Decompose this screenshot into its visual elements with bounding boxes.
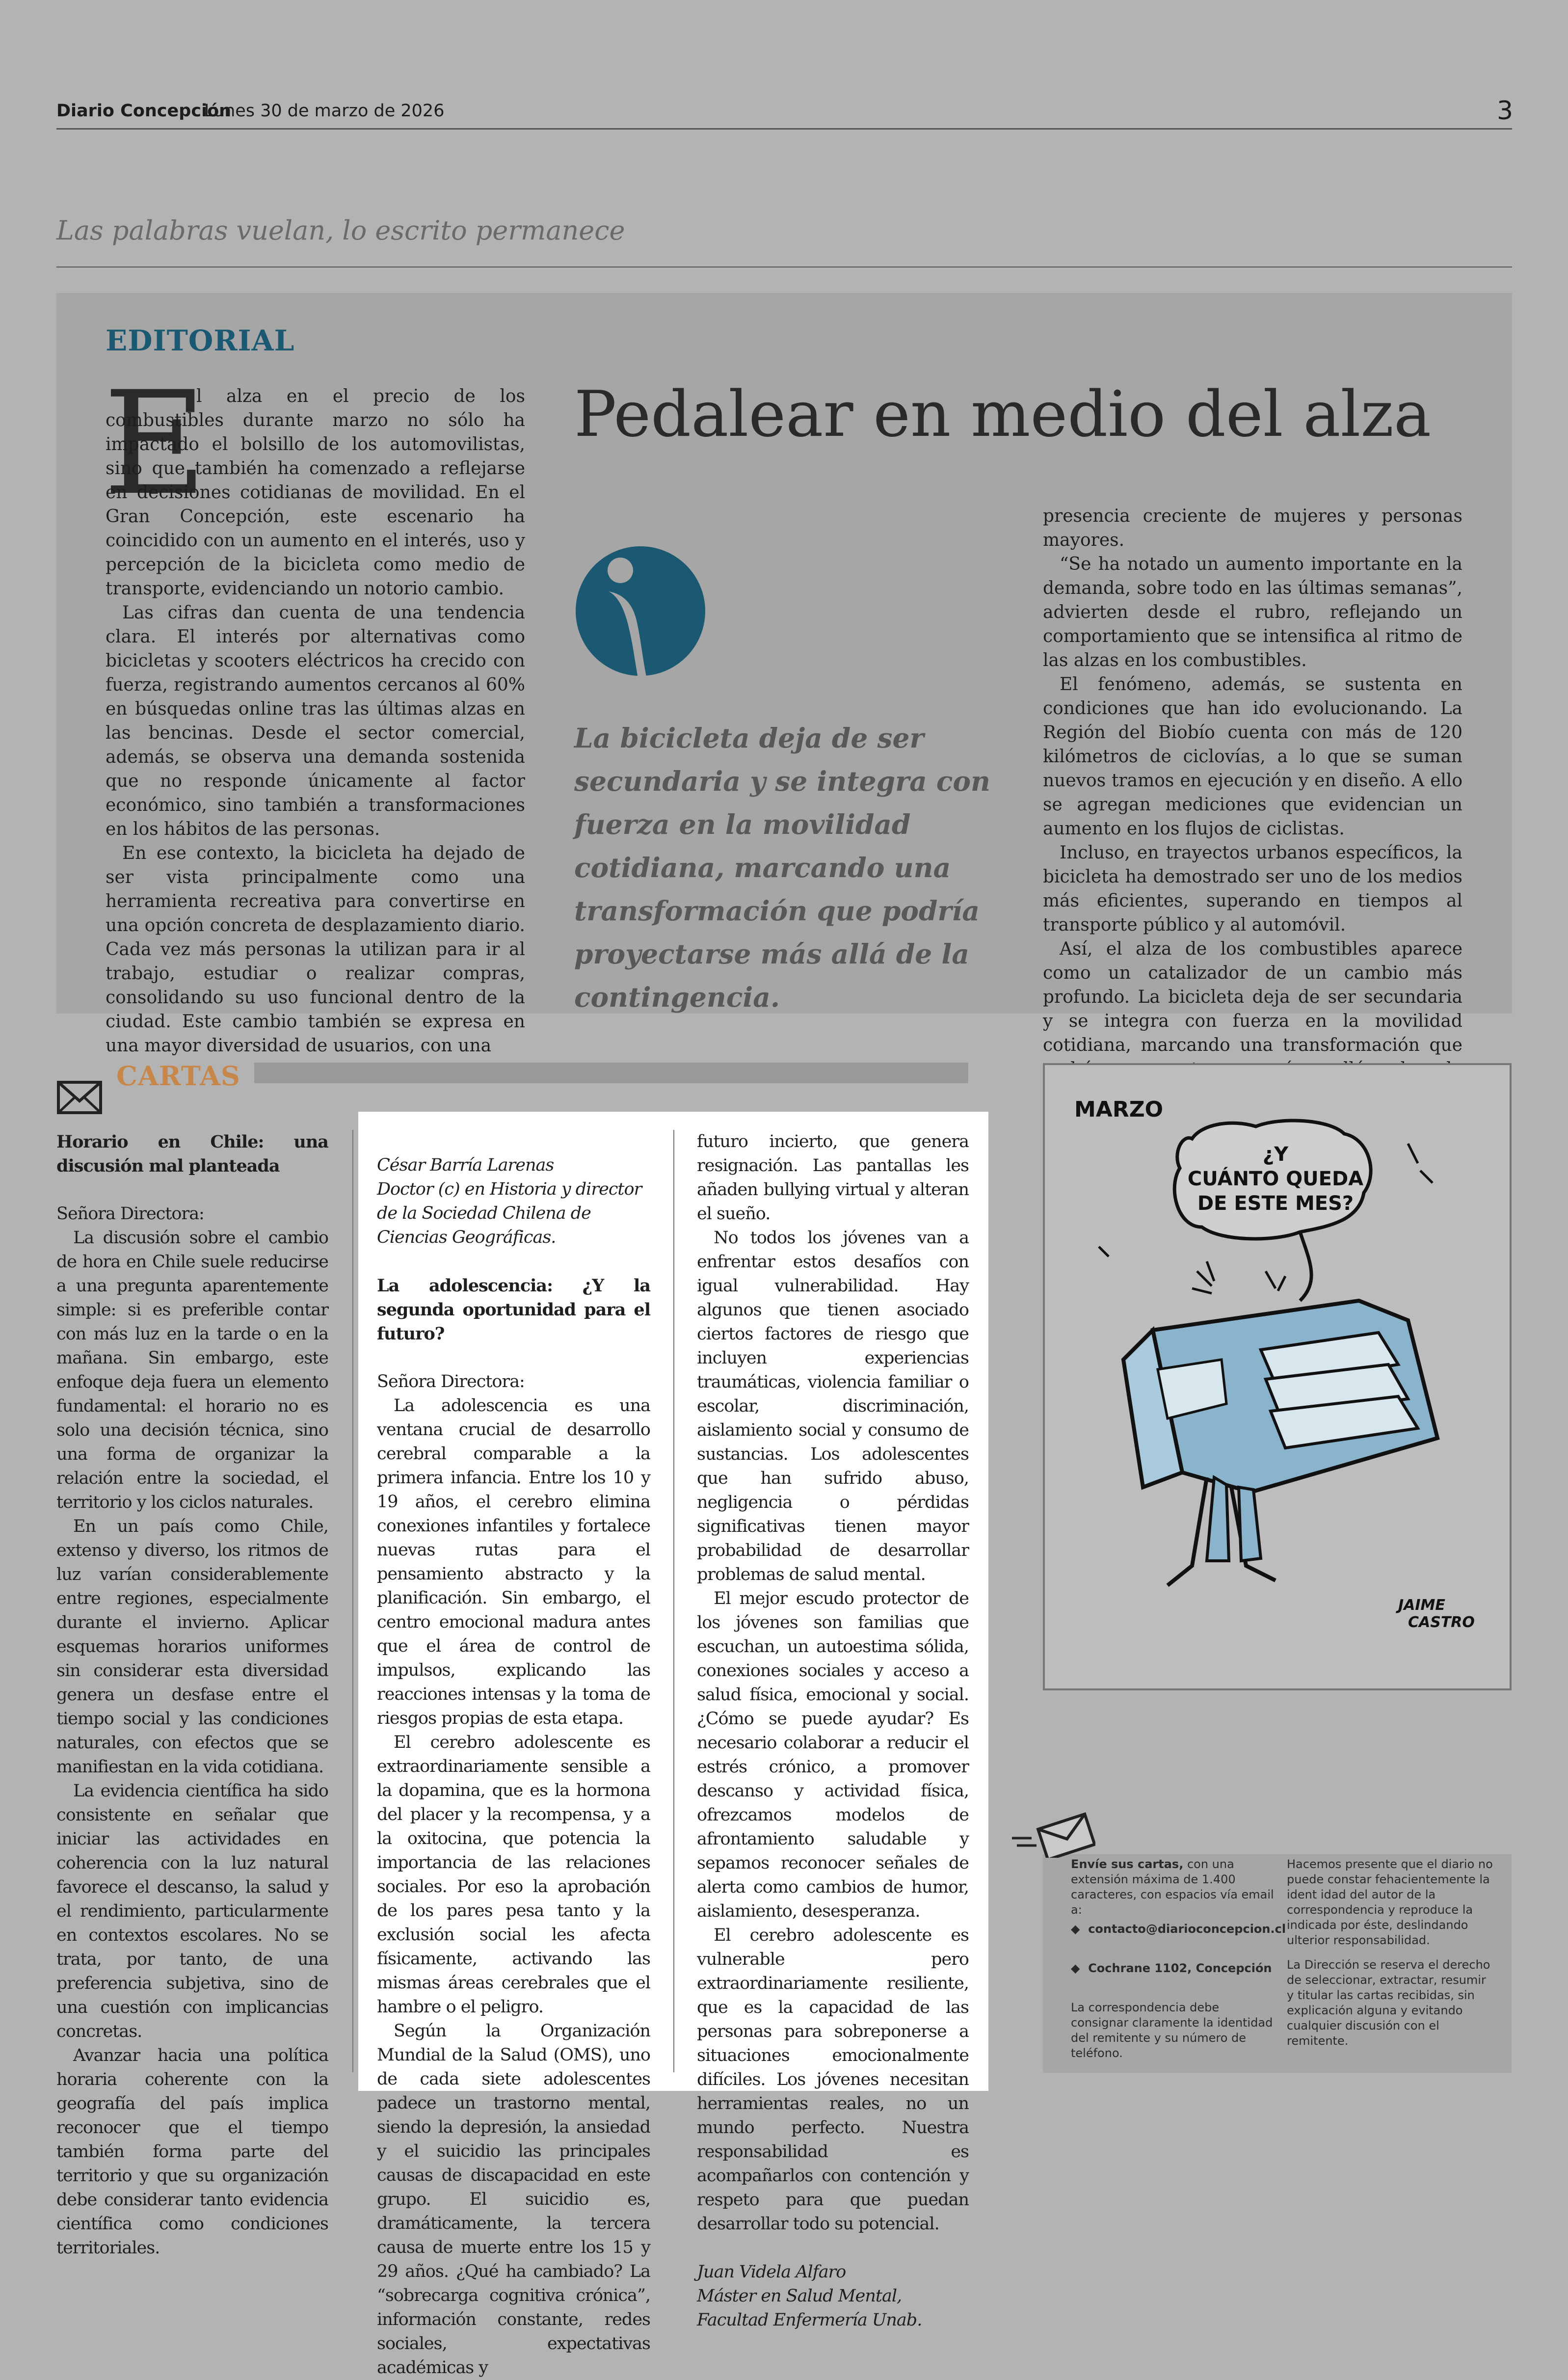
editorial-first-paragraph: l alza en el precio de los combustibles durante marzo no sólo ha impactado el bolsillo de los automovilistas, sino que también ha comenzado a reflejarse en decisiones cotidianas de movilidad. En el Gran Concepción, este escenario ha coincidido con un aumento en el interés, uso y percepción de la bicicleta como medio de transporte, evidenciando un notorio cambio.	[106, 386, 525, 599]
cartoon-speech-line: ¿Y	[1262, 1143, 1289, 1166]
editorial-column-1	[106, 384, 525, 1058]
send-letter-icon	[1012, 1809, 1095, 1858]
letter-2-signature-title: Máster en Salud Mental, Facultad Enfermería Unab.	[697, 2286, 922, 2330]
editorial-paragraph: El fenómeno, además, se sustenta en condiciones que han ido evolucionando. La Región del Biobío cuenta con más de 120 kilómetros de ciclovías, a lo que se suman nuevos tramos en ejecución y en diseño. A ello se agregan mediciones que evidencian un aumento en los flujos de ciclistas.	[1043, 674, 1462, 839]
contact-note: La correspondencia debe consignar claramente la identidad del remitente y su número de teléfono.	[1071, 2001, 1273, 2060]
cartoonist-signature: CASTRO	[1408, 1614, 1475, 1631]
contact-email[interactable]: ◆ contacto@diarioconcepcion.cl	[1071, 1922, 1286, 1936]
issue-date: Lunes 30 de marzo de 2026	[204, 101, 445, 121]
letter-paragraph: Según la Organización Mundial de la Salud (OMS), uno de cada siete adolescentes padece un trastorno mental, siendo la depresión, la ansiedad y el suicidio las principales causas de discapacidad en este grupo. El suicidio es, dramáticamente, la tercera causa de muerte entre los 15 y 29 años. ¿Qué ha cambiado? La “sobrecarga cognitiva crónica”, información constante, redes sociales, expectativas académicas y	[377, 2021, 650, 2378]
cartas-label: CARTAS	[116, 1060, 240, 1092]
disclaimer-editing: La Dirección se reserva el derecho de seleccionar, extractar, resumir y titular las cartas recibidas, sin explicación alguna y evitando cualquier discusión con el remitente.	[1287, 1958, 1490, 2048]
letter-paragraph: En un país como Chile, extenso y diverso, los ritmos de luz varían considerablemente entre regiones, especialmente durante el invierno. Aplicar esquemas horarios uniformes sin considerar esta diversidad genera un desfase entre el tiempo social y las condiciones naturales, con efectos que se manifiestan en la vida cotidiana.	[56, 1517, 328, 1777]
letter-paragraph: No todos los jóvenes van a enfrentar estos desafíos con igual vulnerabilidad. Hay algunos que tienen asociado ciertos factores de riesgo que incluyen experiencias traumáticas, violencia familiar o escolar, discriminación, aislamiento social y consumo de sustancias. Los adolescentes que han sufrido abuso, negligencia o pérdidas significativas tienen mayor probabilidad de desarrollar problemas de salud mental.	[697, 1228, 969, 1584]
page-number: 3	[1497, 96, 1514, 126]
letter-paragraph: El cerebro adolescente es extraordinariamente sensible a la dopamina, que es la hormona del placer y la recompensa, y a la oxitocina, que potencia la importancia de las relaciones sociales. Por eso la aprobación de los pares pesa tanto y la exclusión social les afecta físicamente, activando las mismas áreas cerebrales que el hambre o el peligro.	[377, 1733, 650, 2017]
editorial-paragraph: Las cifras dan cuenta de una tendencia clara. El interés por alternativas como bicicletas y scooters eléctricos ha crecido con fuerza, registrando aumentos cercanos al 60% en búsquedas online tras las últimas alzas en las bencinas. Desde el sector comercial, además, se observa una demanda sostenida que no responde únicamente al factor económico, sino también a transformaciones en los hábitos de las personas.	[106, 603, 525, 839]
editorial-label: EDITORIAL	[106, 324, 295, 357]
cartoon-speech-line: CUÁNTO QUEDA	[1187, 1168, 1364, 1190]
cartoon-speech-line: DE ESTE MES?	[1197, 1192, 1354, 1215]
paper-name: Diario Concepción	[56, 101, 232, 121]
cartoonist-signature: JAIME	[1398, 1597, 1445, 1614]
section-tagline: Las palabras vuelan, lo escrito permanece	[56, 215, 625, 246]
pull-quote: La bicicleta deja de ser secundaria y se integra con fuerza en la movilidad cotidiana, marcando una transformación que podría proyectarse más allá de la contingencia.	[574, 722, 991, 1013]
letter-1-headline: Horario en Chile: una discusión mal planteada	[56, 1132, 328, 1176]
editorial-title: Pedalear en medio del alza	[574, 378, 1432, 451]
letter-paragraph: La adolescencia es una ventana crucial de desarrollo cerebral comparable a la primera infancia. Entre los 10 y 19 años, el cerebro elimina conexiones infantiles y fortalece nuevas rutas para el pensamiento abstracto y la planificación. Sin embargo, el centro emocional madura antes que el área de control de impulsos, explicando las reacciones intensas y la toma de riesgos propias de esta etapa.	[377, 1396, 650, 1728]
disclaimer-identity: Hacemos presente que el diario no puede constar fehacientemente la ident idad del autor de la correspondencia y reproduce la indicada por éste, deslindando ulterior responsabilidad.	[1287, 1857, 1493, 1947]
cartoon-month-label: MARZO	[1074, 1097, 1164, 1122]
column-divider	[673, 1130, 674, 2072]
header-rule	[56, 128, 1512, 130]
letter-paragraph: La discusión sobre el cambio de hora en Chile suele reducirse a una pregunta aparentemente simple: si es preferible contar con más luz en la tarde o en la mañana. Sin embargo, este enfoque deja fuera un elemento fundamental: el horario no es solo una decisión técnica, sino una forma de organizar la relación entre la sociedad, el territorio y los ciclos naturales.	[56, 1228, 328, 1512]
letter-1-signature-name: César Barría Larenas	[377, 1155, 554, 1175]
column-divider	[352, 1130, 353, 2072]
cartas-header-bar	[254, 1063, 968, 1083]
editorial-paragraph: En ese contexto, la bicicleta ha dejado de ser vista principalmente como una herramienta recreativa para convertirse en una opción concreta de desplazamiento diario. Cada vez más personas la utilizan para ir al trabajo, estudiar o realizar compras, consolidando su uso funcional dentro de la ciudad. Este cambio también se expresa en una mayor diversidad de usuarios, con una	[106, 843, 525, 1056]
letter-1-salutation: Señora Directora:	[56, 1204, 204, 1224]
contact-address: ◆ Cochrane 1102, Concepción	[1071, 1961, 1272, 1975]
letter-paragraph: El cerebro adolescente es vulnerable pero extraordinariamente resiliente, que es la capacidad de las personas para sobreponerse a situaciones emocionalmente difíciles. Los jóvenes necesitan herramientas reales, no un mundo perfecto. Nuestra responsabilidad es acompañarlos con contención y respeto para que puedan desarrollar todo su potencial.	[697, 1925, 969, 2234]
letter-2-headline: La adolescencia: ¿Y la segunda oportunidad para el futuro?	[377, 1276, 650, 1344]
envelope-icon	[56, 1077, 103, 1117]
letter-2-column-b	[697, 1130, 969, 2332]
editorial-paragraph: Incluso, en trayectos urbanos específicos, la bicicleta ha demostrado ser uno de los medios más eficientes, superando en tiempos al transporte público y al automóvil.	[1043, 843, 1462, 935]
editorial-paragraph: Así, el alza de los combustibles aparece como un catalizador de un cambio más profundo. La bicicleta deja de ser secundaria y se integra con fuerza en la movilidad cotidiana, marcando una transformación que	[1043, 939, 1462, 1055]
letter-2-signature-name: Juan Videla Alfaro	[697, 2262, 846, 2282]
editorial-continuation: presencia creciente de mujeres y personas mayores.	[1043, 506, 1462, 550]
contact-instructions: Envíe sus cartas, con una extensión máxima de 1.400 caracteres, con espacios vía email a:	[1071, 1857, 1274, 1917]
editorial-column-3	[1043, 504, 1462, 1105]
letter-paragraph: La evidencia científica ha sido consistente en señalar que iniciar las actividades en coherencia con la luz natural favorece el descanso, la salud y el rendimiento, particularmente en contextos escolares. No se trata, por tanto, de una preferencia subjetiva, sino de una cuestión con implicancias concretas.	[56, 1781, 328, 2041]
letter-1-column	[56, 1130, 328, 2260]
empty-wallet-drawing	[1123, 1301, 1437, 1585]
letter-paragraph: Avanzar hacia una política horaria coherente con la geografía del país implica reconocer que el tiempo también forma parte del territorio y que su organización debe considerar tanto evidencia científica como condiciones territoriales.	[56, 2046, 328, 2258]
letter-1-signature-title: Doctor (c) en Historia y director de la Sociedad Chilena de Ciencias Geográficas.	[377, 1179, 642, 1247]
editorial-paragraph: “Se ha notado un aumento importante en la demanda, sobre todo en las últimas semanas”, advierten desde el rubro, reflejando un comportamiento que se intensifica al ritmo de las alzas en los combustibles.	[1043, 554, 1462, 670]
editorial-cartoon	[1043, 1063, 1512, 1690]
letter-continuation: futuro incierto, que genera resignación. Las pantallas les añaden bullying virtual y alteran el sueño.	[697, 1132, 969, 1224]
letter-2-column-a	[377, 1153, 650, 2380]
info-circle-icon	[574, 545, 707, 682]
letter-paragraph: El mejor escudo protector de los jóvenes son familias que escuchan, un autoestima sólida, conexiones sociales y acceso a salud física, emocional y social. ¿Cómo se puede ayudar? Es necesario colaborar a reducir el estrés crónico, a promover descanso y actividad física, ofrezcamos modelos de afrontamiento saludable y sepamos reconocer señales de alerta como cambios de humor, aislamiento, desesperanza.	[697, 1589, 969, 1921]
letter-2-salutation: Señora Directora:	[377, 1372, 525, 1391]
drop-cap: E	[103, 361, 207, 527]
